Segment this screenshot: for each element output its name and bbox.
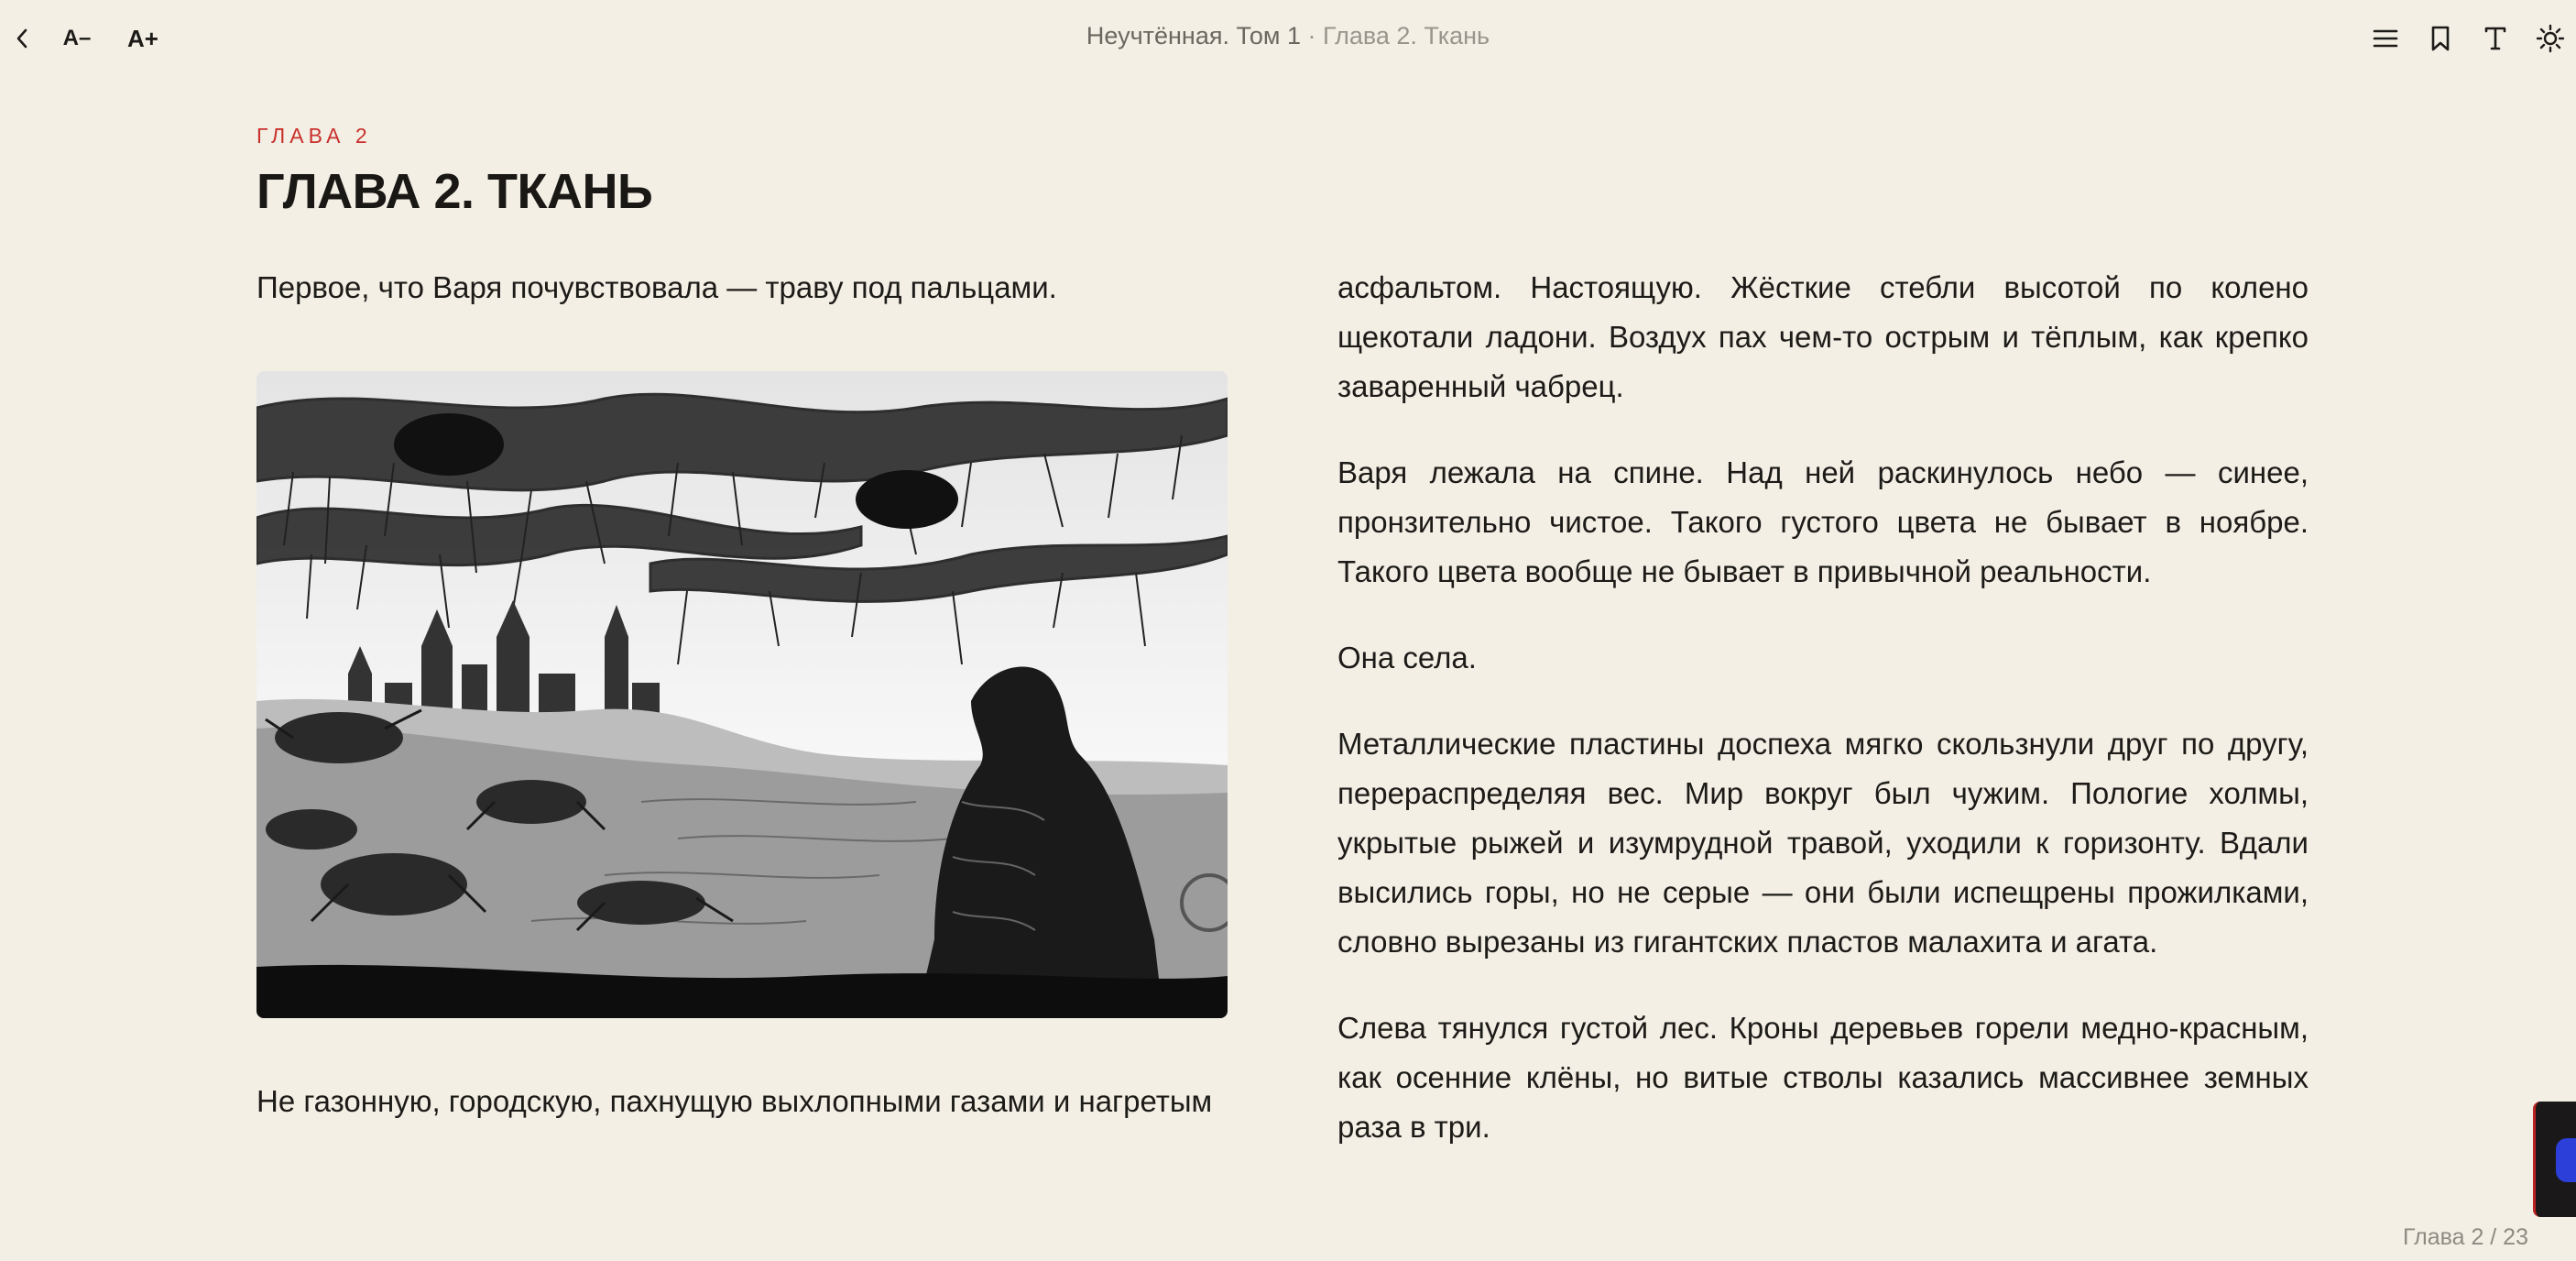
bookmark-button[interactable]: [2420, 18, 2461, 59]
font-decrease-button[interactable]: A–: [62, 26, 92, 50]
toc-list-icon: [2372, 27, 2399, 50]
paragraph-continued: Не газонную, городскую, пахнущую выхлопными газами и нагретым: [257, 1084, 1213, 1118]
typography-button[interactable]: [2475, 18, 2516, 59]
illustration-drawing: [257, 371, 1228, 1018]
chapter-title: Глава 2. Ткань: [1322, 22, 1490, 49]
chapter-label: ГЛАВА 2: [257, 124, 372, 148]
theme-toggle-button[interactable]: [2530, 18, 2571, 59]
reader-title: [0, 22, 2576, 50]
paragraph-intro: Первое, что Варя почувствовала — траву под пальцами.: [257, 270, 1057, 304]
bookmark-icon: [2429, 25, 2452, 52]
typography-icon: [2483, 26, 2508, 51]
paragraph: Она села.: [1337, 641, 1477, 674]
side-panel-tab[interactable]: [2533, 1102, 2576, 1217]
theme-sun-icon: [2536, 24, 2565, 53]
left-column: [257, 263, 1228, 1118]
paragraph: Варя лежала на спине. Над ней раскинулось небо — синее, пронзительно чистое. Такого густого цвета не бывает в ноябре. Такого цвета вообще не бывает в привычной реальности.: [1337, 455, 2309, 588]
chapter-heading: ГЛАВА 2. ТКАНЬ: [257, 164, 653, 219]
toc-button[interactable]: [2365, 18, 2406, 59]
chapter-illustration: [257, 371, 1228, 1018]
reader-toolbar: [0, 0, 2576, 77]
side-panel-avatar: [2556, 1138, 2576, 1182]
title-separator: ·: [1300, 22, 1323, 49]
paragraph: Металлические пластины доспеха мягко скользнули друг по другу, перераспределяя вес. Мир вокруг был чужим. Пологие холмы, укрытые рыжей и изумрудной травой, уходили к горизонту. Вдали высились горы, но не серые — они были испещрены прожилками, словно вырезаны из гигантских пластов малахита и агата.: [1337, 727, 2309, 959]
page-indicator: Глава 2 / 23: [2402, 1224, 2528, 1250]
book-title: Неучтённая. Том 1: [1086, 22, 1301, 49]
font-increase-button[interactable]: A+: [127, 24, 158, 52]
right-column: [1337, 263, 2309, 1189]
paragraph: Слева тянулся густой лес. Кроны деревьев горели медно-красным, как осенние клёны, но витые стволы казались массивнее земных раза в три.: [1337, 1011, 2309, 1144]
paragraph: асфальтом. Настоящую. Жёсткие стебли высотой по колено щекотали ладони. Воздух пах чем-то острым и тёплым, как крепко заваренный чабрец.: [1337, 270, 2309, 403]
